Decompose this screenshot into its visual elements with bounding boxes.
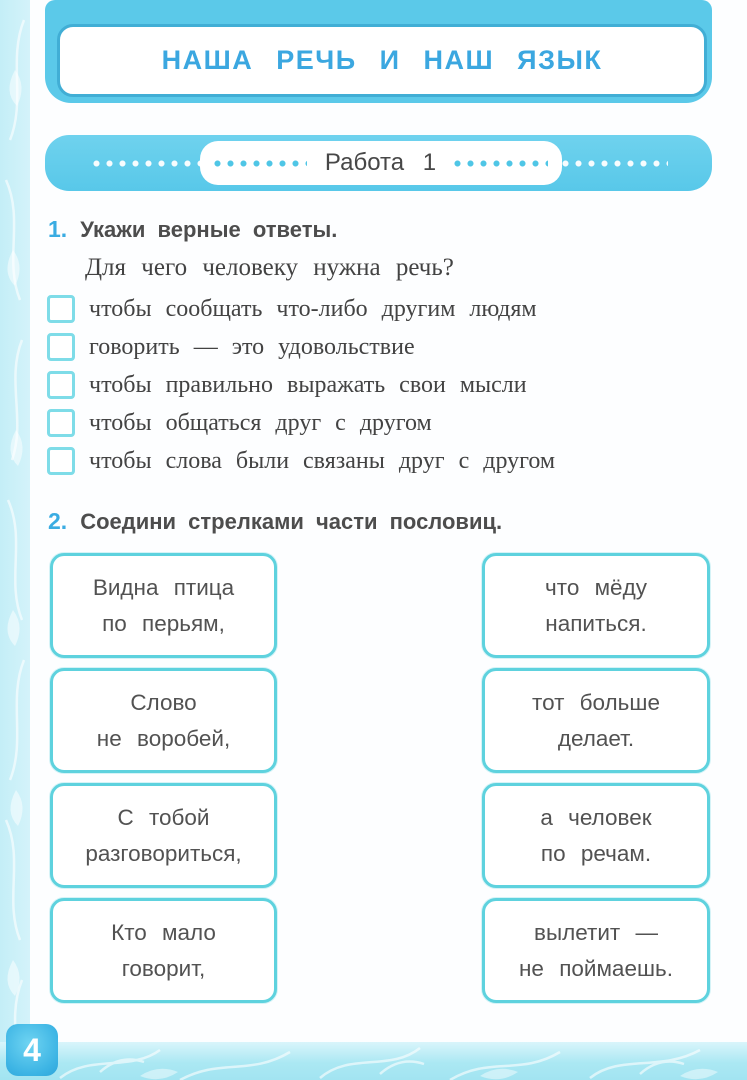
exercise-1-number: 1. [48, 216, 68, 242]
exercise-2-instruction: Соедини стрелками части пословиц. [80, 509, 503, 534]
answer-option-row [47, 334, 555, 360]
proverb-text: тот больше [532, 689, 660, 715]
proverb-box-right-4[interactable] [482, 898, 710, 1003]
answer-option-label: говорить — это удовольствие [89, 333, 415, 360]
proverb-box-right-2[interactable] [482, 668, 710, 773]
dotted-line-left [93, 160, 200, 167]
proverb-box-left-3[interactable] [50, 783, 277, 888]
proverb-text: не поймаешь. [519, 955, 673, 981]
page-title: НАША РЕЧЬ И НАШ ЯЗЫК [161, 45, 603, 75]
proverb-box-right-1[interactable] [482, 553, 710, 658]
answer-option-row [47, 296, 555, 322]
dotted-line-pill-left [214, 160, 307, 167]
answer-option-label: чтобы сообщать что-либо другим людям [89, 295, 537, 322]
proverb-box-left-1[interactable] [50, 553, 277, 658]
proverb-text: разговориться, [85, 840, 242, 866]
answer-checkbox[interactable] [47, 333, 75, 361]
proverb-text: Видна птица [92, 574, 235, 600]
proverb-text: говорит, [121, 955, 206, 981]
proverb-matching-grid [50, 553, 710, 1003]
bottom-decor-band [0, 1042, 747, 1080]
answer-option-label: чтобы правильно выражать свои мысли [89, 371, 527, 398]
proverb-text: делает. [557, 725, 635, 751]
answer-options-list [47, 296, 555, 486]
answer-option-label: чтобы слова были связаны друг с другом [89, 447, 556, 474]
proverb-text: по перьям, [102, 610, 225, 636]
exercise-1-header [48, 216, 337, 243]
leaf-pattern-left [0, 0, 30, 1080]
answer-checkbox[interactable] [47, 409, 75, 437]
proverb-box-left-2[interactable] [50, 668, 277, 773]
chapter-title-box [57, 24, 707, 97]
answer-checkbox[interactable] [47, 447, 75, 475]
work-label-pill [200, 141, 562, 185]
dotted-line-right [562, 160, 669, 167]
proverb-text: а человек [540, 804, 652, 830]
answer-option-row [47, 410, 555, 436]
work-banner [45, 135, 712, 191]
exercise-1-instruction: Укажи верные ответы. [80, 217, 338, 242]
proverb-text: по речам. [540, 840, 652, 866]
answer-option-row [47, 372, 555, 398]
proverb-text: напиться. [545, 610, 647, 636]
proverb-text: Кто мало [111, 919, 216, 945]
answer-checkbox[interactable] [47, 295, 75, 323]
proverb-text: вылетит — [534, 919, 658, 945]
leaf-pattern-bottom [0, 1042, 747, 1080]
exercise-2-header [48, 508, 502, 535]
proverb-text: С тобой [117, 804, 210, 830]
chapter-title-card [45, 0, 712, 103]
dotted-line-pill-right [454, 160, 547, 167]
answer-option-label: чтобы общаться друг с другом [89, 409, 432, 436]
proverb-box-left-4[interactable] [50, 898, 277, 1003]
left-decor-strip [0, 0, 30, 1080]
answer-checkbox[interactable] [47, 371, 75, 399]
proverb-text: не воробей, [96, 725, 231, 751]
work-label: Работа 1 [324, 149, 437, 176]
answer-option-row [47, 448, 555, 474]
exercise-2-number: 2. [48, 508, 68, 534]
exercise-1-question: Для чего человеку нужна речь? [85, 254, 454, 281]
proverb-text: Слово [130, 689, 197, 715]
proverb-box-right-3[interactable] [482, 783, 710, 888]
page-number-badge: 4 [6, 1024, 58, 1076]
proverb-text: что мёду [545, 574, 647, 600]
